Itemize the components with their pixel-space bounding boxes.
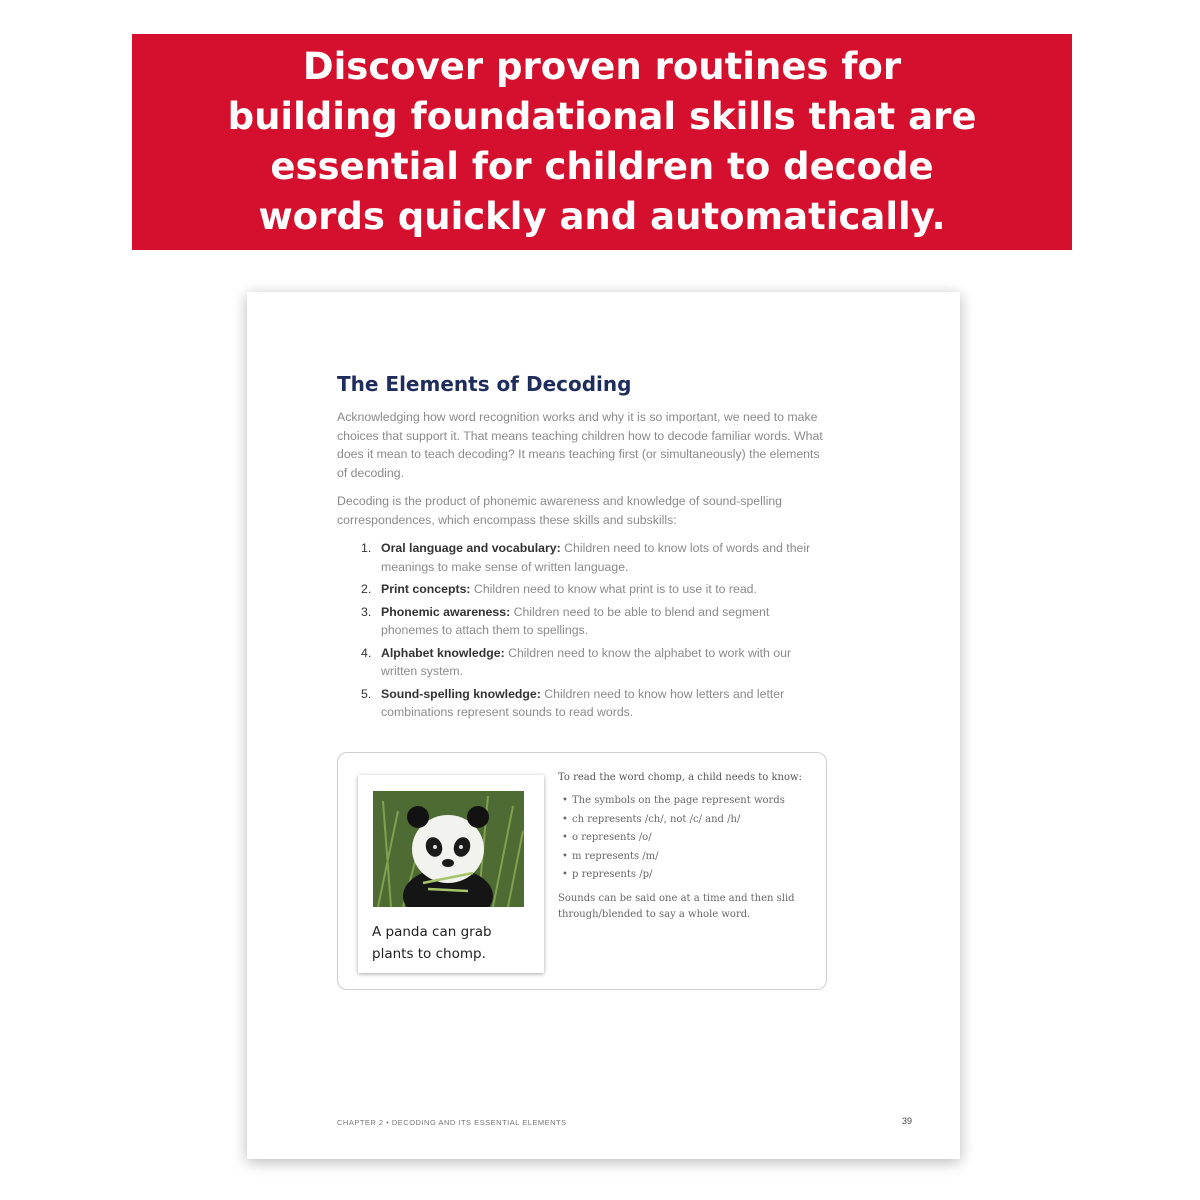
- list-term: Print concepts:: [381, 582, 471, 596]
- page-footer: CHAPTER 2 • DECODING AND ITS ESSENTIAL ELEMENTS: [337, 1118, 567, 1127]
- decoding-paragraph: Decoding is the product of phonemic awareness and knowledge of sound-spelling correspondences, which encompass these skills and subskills:: [337, 494, 783, 527]
- example-box: [337, 752, 827, 990]
- photo-caption: A panda can grab plants to chomp.: [372, 924, 492, 962]
- list-item: • The symbols on the page represent words: [558, 792, 814, 811]
- list-text: Children need to know how letters and letter combinations represent sounds to read words.: [381, 686, 785, 719]
- list-item: • o represents /o/: [558, 829, 814, 848]
- list-text: Children need to know the alphabet to work with our written system.: [381, 645, 792, 678]
- panda-illustration: [373, 791, 524, 907]
- list-term: Alphabet knowledge:: [381, 645, 505, 660]
- list-number: 1.: [361, 541, 372, 555]
- list-text: Children need to be able to blend and segment phonemes to attach them to spellings.: [381, 604, 770, 637]
- page-content: [337, 372, 825, 726]
- explanation-list: [558, 792, 814, 885]
- explanation-intro: To read the word chomp, a child needs to know:: [558, 772, 802, 783]
- list-item: [337, 644, 825, 681]
- list-number: 5.: [361, 686, 372, 701]
- page-heading: The Elements of Decoding: [337, 372, 632, 396]
- book-page: [247, 292, 960, 1159]
- explanation-note: Sounds can be said one at a time and then slid through/blended to say a whole word.: [558, 892, 795, 920]
- photo-card: [358, 775, 544, 973]
- list-number: 3.: [361, 604, 372, 619]
- page-number: 39: [902, 1116, 913, 1126]
- list-item: [337, 539, 825, 576]
- list-text: Children need to know what print is to use it to read.: [470, 582, 757, 596]
- list-number: 4.: [361, 645, 372, 660]
- list-number: 2.: [361, 582, 372, 596]
- list-term: Oral language and vocabulary:: [381, 541, 561, 555]
- list-item: • p represents /p/: [558, 866, 814, 885]
- list-item: [337, 603, 825, 640]
- panda-photo: [373, 791, 524, 907]
- list-term: Phonemic awareness:: [381, 604, 511, 619]
- list-item: • m represents /m/: [558, 848, 814, 867]
- skills-list: [337, 539, 825, 722]
- list-text: Children need to know lots of words and their meanings to make sense of written language.: [381, 541, 811, 574]
- banner-text: Discover proven routines for building foundational skills that are essential for children to decode words quickly and automatically.: [227, 45, 977, 238]
- promo-banner: [132, 34, 1072, 250]
- list-term: Sound-spelling knowledge:: [381, 686, 541, 701]
- list-item: • ch represents /ch/, not /c/ and /h/: [558, 811, 814, 830]
- decoding-explanation: [558, 771, 814, 923]
- list-item: [337, 685, 825, 722]
- list-item: [337, 580, 825, 599]
- intro-paragraph: Acknowledging how word recognition works and why it is so important, we need to make choices that support it. That means teaching children how to decode familiar words. What does it mean to teach decoding? It means teaching first (or simultaneously) the elements of decoding.: [337, 410, 823, 480]
